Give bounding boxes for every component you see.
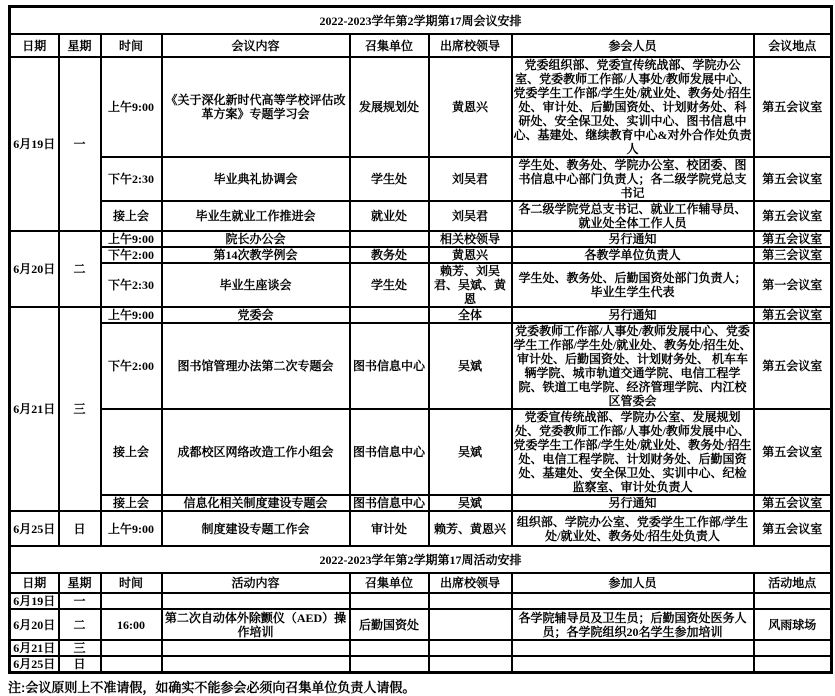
meeting-row <box>10 495 832 511</box>
leaders-cell: 吴斌 <box>429 323 512 409</box>
header-date: 日期 <box>10 34 59 57</box>
content-cell: 院长办公会 <box>162 231 350 247</box>
participants-cell: 各二级学院党总支书记、就业工作辅导员、就业处全体工作人员 <box>512 201 754 231</box>
weekday-cell: 日 <box>59 656 101 673</box>
participants-cell: 另行通知 <box>512 495 754 511</box>
meeting-row <box>10 201 832 231</box>
convener-cell <box>350 593 429 609</box>
time-cell: 下午2:30 <box>101 263 162 307</box>
time-cell: 上午9:00 <box>101 307 162 323</box>
participants-cell: 另行通知 <box>512 307 754 323</box>
content-cell <box>162 640 350 656</box>
header-meeting-content: 会议内容 <box>162 34 350 57</box>
leaders-cell: 黄恩兴 <box>429 57 512 157</box>
convener-cell: 审计处 <box>350 511 429 546</box>
location-cell: 风雨球场 <box>754 609 832 640</box>
weekday-cell: 一 <box>59 57 101 231</box>
leaders-cell <box>429 593 512 609</box>
leaders-cell: 赖芳、黄恩兴 <box>429 511 512 546</box>
participants-cell <box>512 593 754 609</box>
header-location: 活动地点 <box>754 573 832 593</box>
convener-cell <box>350 640 429 656</box>
participants-cell: 学生处、教务处、后勤国资处部门负责人；毕业生学生代表 <box>512 263 754 307</box>
location-cell: 第五会议室 <box>754 231 832 247</box>
weekday-cell: 二 <box>59 231 101 307</box>
participants-cell: 党委组织部、党委宣传统战部、学院办公室、党委教师工作部/人事处/教师发展中心、党委学生工作部/学生处/就业处、教务处/招生处、审计处、后勤国资处、计划财务处、科研处、安全保卫处、实训中心、图书信息中心、基建处、继续教育中心&对外合作处负责人 <box>513 58 752 156</box>
meeting-row <box>10 157 832 201</box>
time-cell <box>101 640 162 656</box>
time-cell: 16:00 <box>101 609 162 640</box>
weekday-cell: 二 <box>59 609 101 640</box>
time-cell: 下午2:30 <box>101 157 162 201</box>
convener-cell <box>350 307 429 323</box>
header-time: 时间 <box>101 573 162 593</box>
date-cell: 6月21日 <box>10 640 59 656</box>
convener-cell: 学生处 <box>350 263 429 307</box>
header-date: 日期 <box>10 573 59 593</box>
weekday-cell: 三 <box>59 640 101 656</box>
content-cell <box>162 593 350 609</box>
leaders-cell: 刘吴君 <box>429 157 512 201</box>
meeting-row <box>10 323 832 409</box>
meeting-table-header-row <box>10 34 832 57</box>
participants-cell: 党委宣传统战部、学院办公室、发展规划处、党委教师工作部/人事处/教师发展中心、党委学生工作部/学生处/就业处、教务处/招生处、电信工程学院、计划财务处、后勤国资处、基建处、安全保卫处、实训中心、纪检监察室、审计处负责人 <box>513 410 752 494</box>
activity-table-header-row <box>10 573 832 593</box>
meeting-row <box>10 511 832 546</box>
location-cell: 第五会议室 <box>754 495 832 511</box>
date-cell: 6月21日 <box>10 307 59 511</box>
activity-row <box>10 593 832 609</box>
convener-cell: 发展规划处 <box>350 57 429 157</box>
date-cell: 6月25日 <box>10 511 59 546</box>
leaders-cell: 相关校领导 <box>429 231 512 247</box>
header-attending-leaders: 出席校领导 <box>429 573 512 593</box>
date-cell: 6月20日 <box>10 609 59 640</box>
weekday-cell: 日 <box>59 511 101 546</box>
header-convener: 召集单位 <box>350 573 429 593</box>
participants-cell: 组织部、学院办公室、党委学生工作部/学生处/就业处、教务处/招生处负责人 <box>512 511 754 546</box>
weekly-schedule-table <box>8 5 833 674</box>
time-cell <box>101 593 162 609</box>
location-cell: 第五会议室 <box>754 157 832 201</box>
location-cell: 第五会议室 <box>754 57 832 157</box>
location-cell: 第五会议室 <box>754 409 832 495</box>
time-cell: 上午9:00 <box>101 57 162 157</box>
location-cell: 第五会议室 <box>754 323 832 409</box>
convener-cell <box>350 656 429 673</box>
header-location: 会议地点 <box>754 34 832 57</box>
meeting-row <box>10 247 832 263</box>
location-cell: 第五会议室 <box>754 307 832 323</box>
participants-cell: 各学院辅导员及卫生员；后勤国资处医务人员；各学院组织20名学生参加培训 <box>512 609 754 640</box>
convener-cell: 图书信息中心 <box>350 409 429 495</box>
convener-cell <box>350 231 429 247</box>
convener-cell: 就业处 <box>350 201 429 231</box>
content-cell: 图书馆管理办法第二次专题会 <box>162 323 350 409</box>
header-time: 时间 <box>101 34 162 57</box>
time-cell: 下午2:00 <box>101 247 162 263</box>
location-cell <box>754 656 832 673</box>
convener-cell: 图书信息中心 <box>350 495 429 511</box>
leaders-cell: 吴斌 <box>429 495 512 511</box>
activity-row <box>10 656 832 673</box>
meeting-row <box>10 231 832 247</box>
location-cell: 第五会议室 <box>754 511 832 546</box>
weekday-cell: 一 <box>59 593 101 609</box>
leaders-cell: 赖芳、刘吴君、吴斌、黄恩 <box>429 263 512 307</box>
participants-cell <box>512 656 754 673</box>
content-cell: 信息化相关制度建设专题会 <box>162 495 350 511</box>
content-cell <box>162 656 350 673</box>
header-participants: 参会人员 <box>512 34 754 57</box>
time-cell <box>101 656 162 673</box>
date-cell: 6月19日 <box>10 57 59 231</box>
header-convener: 召集单位 <box>350 34 429 57</box>
time-cell: 接上会 <box>101 409 162 495</box>
leaders-cell <box>429 656 512 673</box>
header-attending-leaders: 出席校领导 <box>429 34 512 57</box>
content-cell: 党委会 <box>162 307 350 323</box>
content-cell: 制度建设专题工作会 <box>162 511 350 546</box>
time-cell: 接上会 <box>101 495 162 511</box>
time-cell: 接上会 <box>101 201 162 231</box>
location-cell: 第三会议室 <box>754 247 832 263</box>
content-cell: 毕业生座谈会 <box>162 263 350 307</box>
convener-cell: 学生处 <box>350 157 429 201</box>
header-activity-content: 活动内容 <box>162 573 350 593</box>
meeting-row <box>10 307 832 323</box>
content-cell: 《关于深化新时代高等学校评估改革方案》专题学习会 <box>162 57 350 157</box>
leaders-cell <box>429 640 512 656</box>
location-cell: 第一会议室 <box>754 263 832 307</box>
date-cell: 6月25日 <box>10 656 59 673</box>
weekday-cell: 三 <box>59 307 101 511</box>
meeting-row <box>10 263 832 307</box>
leaders-cell: 刘吴君 <box>429 201 512 231</box>
content-cell: 第14次教学例会 <box>162 247 350 263</box>
participants-cell: 党委教师工作部/人事处/教师发展中心、党委学生工作部/学生处/就业处、教务处/招生处、审计处、后勤国资处、计划财务处、 机车车辆学院、城市轨道交通学院、电信工程学院、铁道工电学院、经济管理学院、内江校区管委会 <box>513 324 752 408</box>
leaders-cell: 吴斌 <box>429 409 512 495</box>
convener-cell: 后勤国资处 <box>350 609 429 640</box>
convener-cell: 教务处 <box>350 247 429 263</box>
participants-cell: 另行通知 <box>512 231 754 247</box>
leaders-cell: 黄恩兴 <box>429 247 512 263</box>
leaders-cell: 全体 <box>429 307 512 323</box>
location-cell: 第五会议室 <box>754 201 832 231</box>
activity-table-title: 2022-2023学年第2学期第17周活动安排 <box>10 546 832 573</box>
time-cell: 下午2:00 <box>101 323 162 409</box>
content-cell: 毕业典礼协调会 <box>162 157 350 201</box>
header-participants: 参加人员 <box>512 573 754 593</box>
convener-cell: 图书信息中心 <box>350 323 429 409</box>
activity-row <box>10 640 832 656</box>
content-cell: 第二次自动体外除颤仪（AED）操作培训 <box>162 609 350 640</box>
content-cell: 成都校区网络改造工作小组会 <box>162 409 350 495</box>
time-cell: 上午9:00 <box>101 231 162 247</box>
meeting-table-title: 2022-2023学年第2学期第17周会议安排 <box>10 7 832 35</box>
footnote: 注:会议原则上不准请假，如确实不能参会必须向召集单位负责人请假。 <box>8 680 416 695</box>
header-weekday: 星期 <box>59 34 101 57</box>
location-cell <box>754 640 832 656</box>
location-cell <box>754 593 832 609</box>
participants-cell <box>512 640 754 656</box>
meeting-row <box>10 409 832 495</box>
header-weekday: 星期 <box>59 573 101 593</box>
time-cell: 上午9:00 <box>101 511 162 546</box>
meeting-row <box>10 57 832 157</box>
participants-cell: 各教学单位负责人 <box>512 247 754 263</box>
date-cell: 6月20日 <box>10 231 59 307</box>
content-cell: 毕业生就业工作推进会 <box>162 201 350 231</box>
date-cell: 6月19日 <box>10 593 59 609</box>
participants-cell: 学生处、教务处、学院办公室、校团委、图书信息中心部门负责人；各二级学院党总支书记 <box>512 157 754 201</box>
